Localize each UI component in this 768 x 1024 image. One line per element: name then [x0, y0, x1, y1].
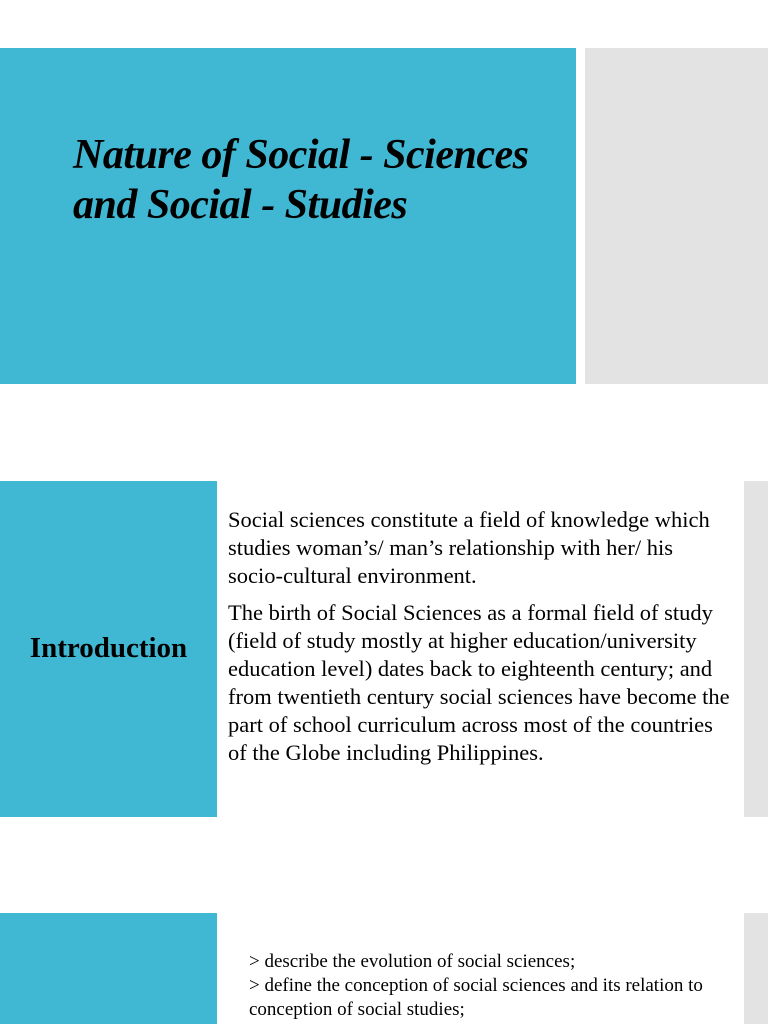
intro-paragraph: The birth of Social Sciences as a formal field of study (field of study mostly at higher education/university education level) dates back to eighteenth century; and from twentieth century social sciences have become the part of school curriculum across most of the countries of the Globe including Philippines.	[228, 600, 730, 765]
objective-item: > define the conception of social sciences and its relation to conception of social studies;	[249, 975, 703, 1020]
title-slide-side-panel	[585, 48, 768, 384]
objectives-slide-side-strip	[744, 913, 768, 1024]
intro-slide-side-strip	[744, 481, 768, 817]
intro-heading: Introduction	[29, 632, 188, 664]
objective-item: > describe the evolution of social sciences;	[249, 951, 576, 972]
slide-title: Nature of Social - Sciences and Social - Studies	[73, 132, 529, 228]
intro-body	[228, 506, 733, 776]
objectives-body	[249, 950, 729, 1022]
objectives-slide-label-panel	[0, 913, 217, 1024]
title-slide-panel	[0, 48, 576, 384]
intro-paragraph: Social sciences constitute a field of knowledge which studies woman’s/ man’s relationship with her/ his socio-cultural environment.	[228, 507, 710, 588]
